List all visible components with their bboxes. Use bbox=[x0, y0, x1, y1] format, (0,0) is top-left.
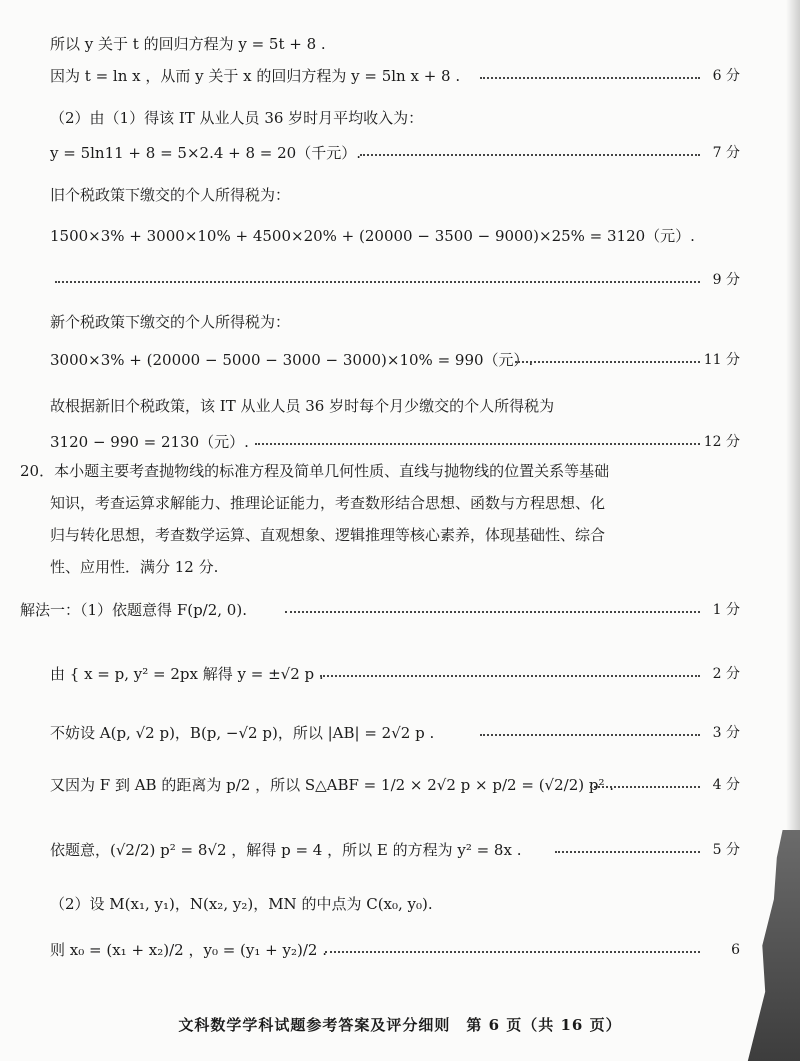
line-text: 3120 − 990 = 2130（元）. bbox=[50, 433, 249, 451]
score-label: 2 分 bbox=[712, 666, 740, 682]
line-text: 1500×3% + 3000×10% + 4500×20% + (20000 − 3500 − 9000)×25% = 3120（元）. bbox=[50, 227, 695, 245]
line-text: 解法一：（1）依题意得 F(p/2, 0). bbox=[20, 601, 247, 619]
leader-dots bbox=[590, 786, 700, 788]
line-text: 3000×3% + (20000 − 5000 − 3000 − 3000)×10% = 990（元）. bbox=[50, 351, 534, 369]
line-text: （2）设 M(x₁, y₁)，N(x₂, y₂)，MN 的中点为 C(x₀, y₀). bbox=[50, 895, 433, 913]
score-label: 11 分 bbox=[703, 352, 740, 368]
score-label: 4 分 bbox=[712, 777, 740, 793]
line-text: （2）由（1）得该 IT 从业人员 36 岁时月平均收入为： bbox=[50, 109, 424, 127]
line-text: 故根据新旧个税政策，该 IT 从业人员 36 岁时每个月少缴交的个人所得税为 bbox=[50, 397, 555, 415]
line-text: 依题意，(√2/2) p² = 8√2 ，解得 p = 4 ，所以 E 的方程为 y² = 8x . bbox=[50, 841, 522, 859]
line-text: 新个税政策下缴交的个人所得税为： bbox=[50, 313, 291, 331]
line-text: 20．本小题主要考查抛物线的标准方程及简单几何性质、直线与抛物线的位置关系等基础 bbox=[20, 462, 610, 480]
line-text: 又因为 F 到 AB 的距离为 p/2 ，所以 S△ABF = 1/2 × 2√2 p × p/2 = (√2/2) p² . bbox=[50, 776, 615, 794]
score-label: 3 分 bbox=[712, 725, 740, 741]
score-label: 6 bbox=[731, 942, 740, 958]
line-text: 则 x₀ = (x₁ + x₂)/2 ，y₀ = (y₁ + y₂)/2 . bbox=[50, 941, 327, 959]
score-label: 9 分 bbox=[712, 272, 740, 288]
score-label: 12 分 bbox=[703, 434, 740, 450]
leader-dots bbox=[480, 734, 700, 736]
leader-dots bbox=[55, 281, 700, 283]
leader-dots bbox=[320, 675, 700, 677]
leader-dots bbox=[515, 361, 700, 363]
line-text: 所以 y 关于 t 的回归方程为 y = 5t + 8 . bbox=[50, 35, 326, 53]
line-text: 旧个税政策下缴交的个人所得税为： bbox=[50, 186, 291, 204]
line-text: 性、应用性．满分 12 分. bbox=[50, 558, 219, 576]
leader-dots bbox=[480, 77, 700, 79]
score-label: 5 分 bbox=[712, 842, 740, 858]
leader-dots bbox=[360, 154, 700, 156]
line-text: y = 5ln11 + 8 = 5×2.4 + 8 = 20（千元）. bbox=[50, 144, 361, 162]
line-text: 归与转化思想，考查数学运算、直观想象、逻辑推理等核心素养，体现基础性、综合 bbox=[50, 526, 606, 544]
line-text: 知识，考查运算求解能力、推理论证能力，考查数形结合思想、函数与方程思想、化 bbox=[50, 494, 606, 512]
leader-dots bbox=[255, 443, 700, 445]
page-footer: 文科数学学科试题参考答案及评分细则 第 6 页（共 16 页） bbox=[178, 1016, 622, 1034]
leader-dots bbox=[285, 611, 700, 613]
line-text: 因为 t = ln x ，从而 y 关于 x 的回归方程为 y = 5ln x + 8 . bbox=[50, 67, 461, 85]
line-text: 由 { x = p, y² = 2px 解得 y = ±√2 p . bbox=[50, 665, 324, 683]
leader-dots bbox=[555, 851, 700, 853]
score-label: 7 分 bbox=[712, 145, 740, 161]
score-label: 6 分 bbox=[712, 68, 740, 84]
line-text: 不妨设 A(p, √2 p)，B(p, −√2 p)，所以 |AB| = 2√2 p . bbox=[50, 724, 435, 742]
score-label: 1 分 bbox=[712, 602, 740, 618]
leader-dots bbox=[325, 951, 700, 953]
